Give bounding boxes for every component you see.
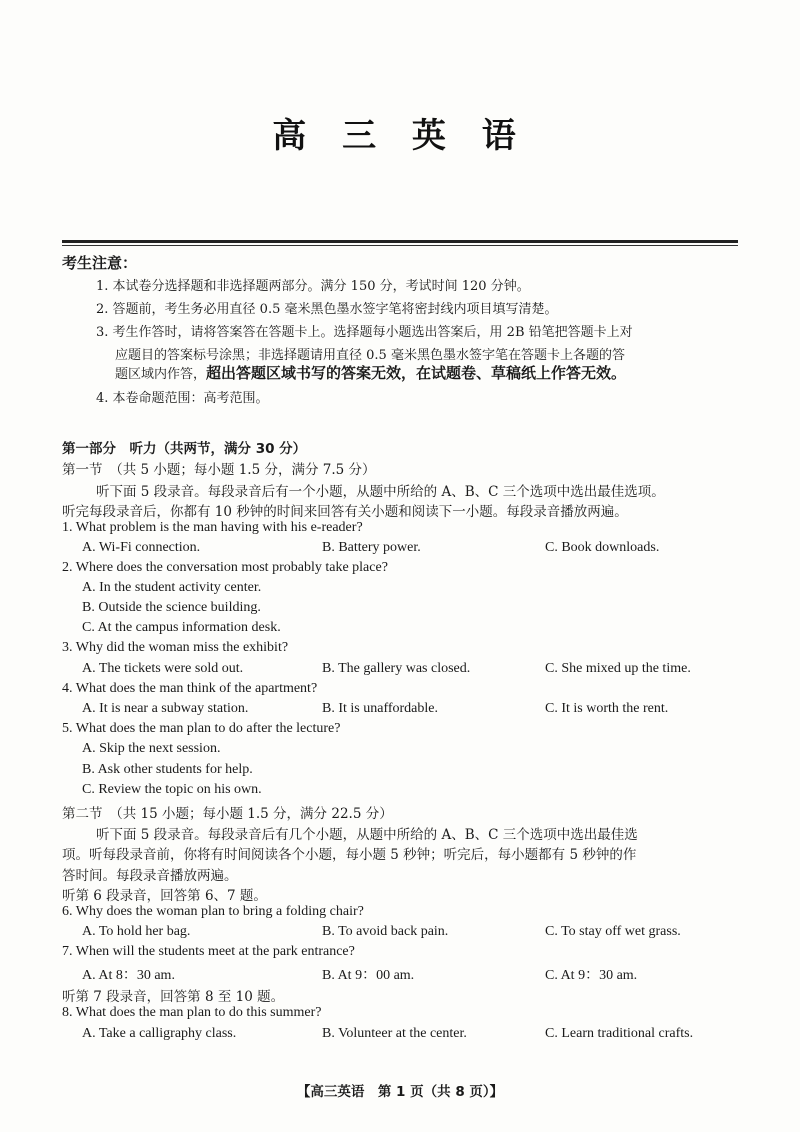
notice-item-3-text: 题区域内作答， [115,367,207,382]
question-1-stem: 1. What problem is the man having with his e-reader? [62,520,363,535]
question-1-option-c: C. Book downloads. [545,540,660,555]
segment-7-instruction: 听第 7 段录音，回答第 8 至 10 题。 [62,989,285,1005]
question-4-option-b: B. It is unaffordable. [322,701,438,716]
question-8-option-b: B. Volunteer at the center. [322,1026,467,1041]
question-1-option-a: A. Wi-Fi connection. [82,540,201,555]
question-5-option-c: C. Review the topic on his own. [82,782,262,797]
notice-heading: 考生注意： [62,254,138,272]
header-rule [62,240,738,243]
question-7-option-c: C. At 9：30 am. [545,968,638,983]
question-4-stem: 4. What does the man think of the apartment? [62,681,318,696]
page-title: 高 三 英 语 [272,116,528,156]
question-8-option-c: C. Learn traditional crafts. [545,1026,694,1041]
section2-instructions-line-3: 答时间。每段录音播放两遍。 [62,868,238,884]
question-2-stem: 2. Where does the conversation most probably take place? [62,560,388,575]
question-8-option-a: A. Take a calligraphy class. [82,1026,237,1041]
notice-item-3-line-3 [115,362,626,383]
question-7-option-b: B. At 9：00 am. [322,968,415,983]
question-3-option-c: C. She mixed up the time. [545,661,691,676]
question-6-option-a: A. To hold her bag. [82,924,191,939]
header-rule-thin [62,245,738,246]
segment-6-instruction: 听第 6 段录音，回答第 6、7 题。 [62,888,267,904]
question-5-option-b: B. Ask other students for help. [82,762,253,777]
question-2-option-c: C. At the campus information desk. [82,620,281,635]
notice-item-4: 4. 本卷命题范围：高考范围。 [96,391,269,406]
question-7-option-a: A. At 8：30 am. [82,968,175,983]
question-3-stem: 3. Why did the woman miss the exhibit? [62,640,289,655]
page-footer: 【高三英语 第 1 页（共 8 页）】 [296,1084,504,1100]
notice-item-2: 2. 答题前，考生务必用直径 0.5 毫米黑色墨水签字笔将密封线内项目填写清楚。 [96,302,558,317]
question-3-option-a: A. The tickets were sold out. [82,661,244,676]
part1-heading: 第一部分 听力（共两节，满分 30 分） [62,441,307,457]
question-1-option-b: B. Battery power. [322,540,421,555]
question-2-option-b: B. Outside the science building. [82,600,261,615]
section2-instructions-line-1: 听下面 5 段录音。每段录音后有几个小题，从题中所给的 A、B、C 三个选项中选出最佳选 [96,827,638,843]
question-4-option-c: C. It is worth the rent. [545,701,669,716]
question-6-stem: 6. Why does the woman plan to bring a folding chair? [62,904,364,919]
question-6-option-c: C. To stay off wet grass. [545,924,681,939]
question-3-option-b: B. The gallery was closed. [322,661,471,676]
notice-item-3-line-2: 应题目的答案标号涂黑；非选择题请用直径 0.5 毫米黑色墨水签字笔在答题卡上各题的答 [115,348,625,363]
question-7-stem: 7. When will the students meet at the park entrance? [62,944,355,959]
question-4-option-a: A. It is near a subway station. [82,701,249,716]
section1-heading: 第一节 （共 5 小题；每小题 1.5 分，满分 7.5 分） [62,462,376,478]
section2-instructions-line-2: 项。听每段录音前，你将有时间阅读各个小题，每小题 5 秒钟；听完后，每小题都有 5 秒钟的作 [62,847,637,863]
section2-heading: 第二节 （共 15 小题；每小题 1.5 分，满分 22.5 分） [62,806,393,822]
question-5-option-a: A. Skip the next session. [82,741,221,756]
question-2-option-a: A. In the student activity center. [82,580,262,595]
question-8-stem: 8. What does the man plan to do this summer? [62,1005,322,1020]
notice-item-1: 1. 本试卷分选择题和非选择题两部分。满分 150 分，考试时间 120 分钟。 [96,279,530,294]
section1-instructions-line-2: 听完每段录音后，你都有 10 秒钟的时间来回答有关小题和阅读下一小题。每段录音播放两遍。 [62,504,628,520]
question-5-stem: 5. What does the man plan to do after the lecture? [62,721,341,736]
question-6-option-b: B. To avoid back pain. [322,924,449,939]
notice-item-3-line-1: 3. 考生作答时，请将答案答在答题卡上。选择题每小题选出答案后，用 2B 铅笔把答题卡上对 [96,325,633,340]
section1-instructions-line-1: 听下面 5 段录音。每段录音后有一个小题，从题中所给的 A、B、C 三个选项中选出最佳选项。 [96,484,665,500]
notice-item-3-emphasis: 超出答题区域书写的答案无效，在试题卷、草稿纸上作答无效。 [206,364,627,382]
